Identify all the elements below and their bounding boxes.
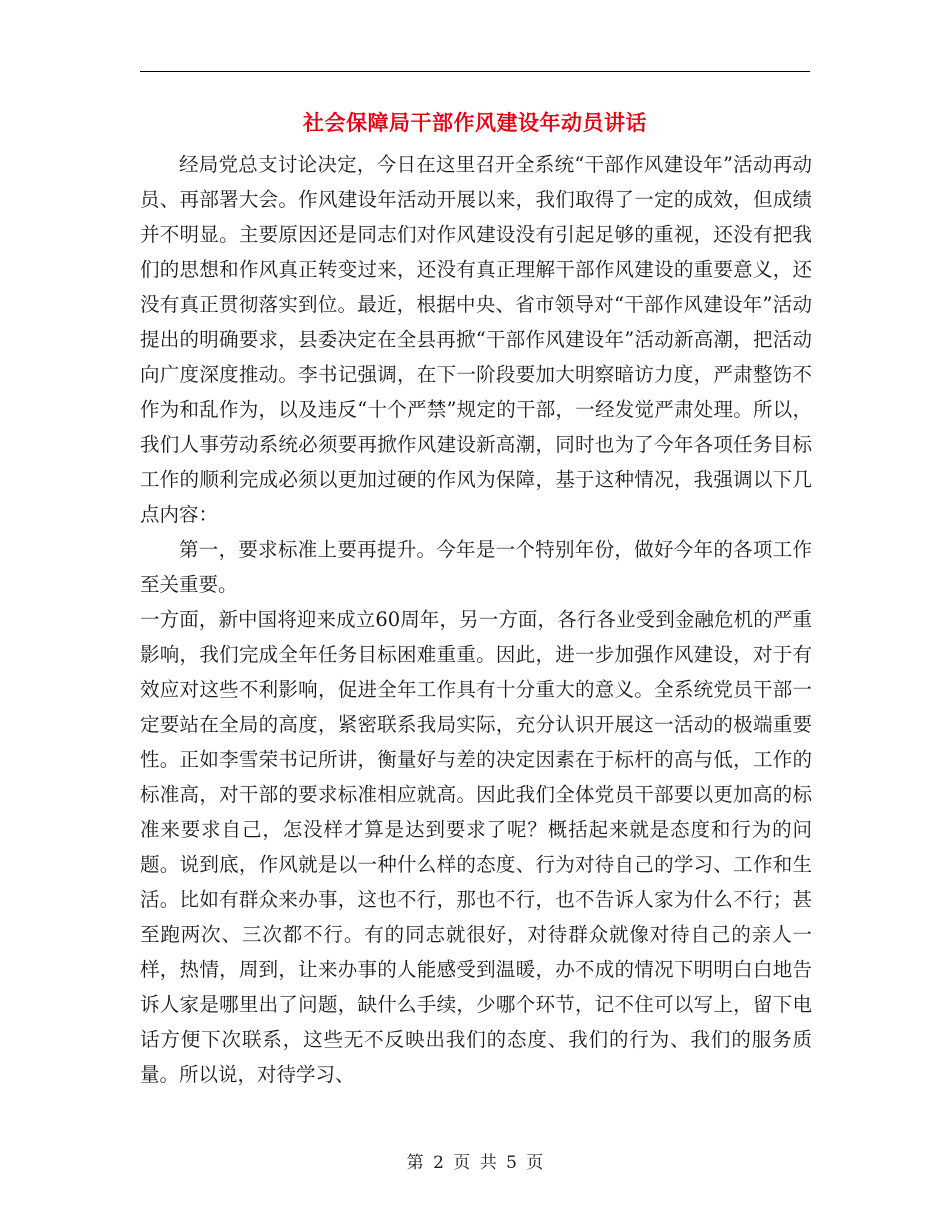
paragraph-elaboration: 一方面，新中国将迎来成立60周年，另一方面，各行各业受到金融危机的严重影响，我们完成全年任务目标困难重重。因此，进一步加强作风建设，对于有效应对这些不利影响，促进全年工作具有十分重大的意义。全系统党员干部一定要站在全局的高度，紧密联系我局实际，充分认识开展这一活动的极端重要性。正如李雪荣书记所讲，衡量好与差的决定因素在于标杆的高与低，工作的标准高，对干部的要求标准相应就高。因此我们全体党员干部要以更加高的标准来要求自己，怎没样才算是达到要求了呢？概括起来就是态度和行为的问题。说到底，作风就是以一种什么样的态度、行为对待自己的学习、工作和生活。比如有群众来办事，这也不行，那也不行，也不告诉人家为什么不行；甚至跑两次、三次都不行。有的同志就很好，对待群众就像对待自己的亲人一样，热情，周到，让来办事的人能感受到温暖，办不成的情况下明明白白地告诉人家是哪里出了问题，缺什么手续，少哪个环节，记不住可以写上，留下电话方便下次联系，这些无不反映出我们的态度、我们的行为、我们的服务质量。所以说，对待学习、 <box>140 608 812 1086</box>
paragraph-point-one: 第一，要求标准上要再提升。今年是一个特别年份，做好今年的各项工作至关重要。 <box>140 538 812 596</box>
header-rule <box>140 71 810 72</box>
document-title: 社会保障局干部作风建设年动员讲话 <box>303 110 647 135</box>
page-number-footer: 第 2 页 共 5 页 <box>406 1153 544 1173</box>
paragraph-intro: 经局党总支讨论决定，今日在这里召开全系统“干部作风建设年”活动再动员、再部署大会。作风建设年活动开展以来，我们取得了一定的成效，但成绩并不明显。主要原因还是同志们对作风建设没有引起足够的重视，还没有把我们的思想和作风真正转变过来，还没有真正理解干部作风建设的重要意义，还没有真正贯彻落实到位。最近，根据中央、省市领导对“干部作风建设年”活动提出的明确要求，县委决定在全县再掀“干部作风建设年”活动新高潮，把活动向广度深度推动。李书记强调，在下一阶段要加大明察暗访力度，严肃整饬不作为和乱作为，以及违反“十个严禁”规定的干部，一经发觉严肃处理。所以，我们人事劳动系统必须要再掀作风建设新高潮，同时也为了今年各项任务目标工作的顺利完成必须以更加过硬的作风为保障，基于这种情况，我强调以下几点内容： <box>140 153 812 526</box>
document-body <box>140 147 812 1092</box>
